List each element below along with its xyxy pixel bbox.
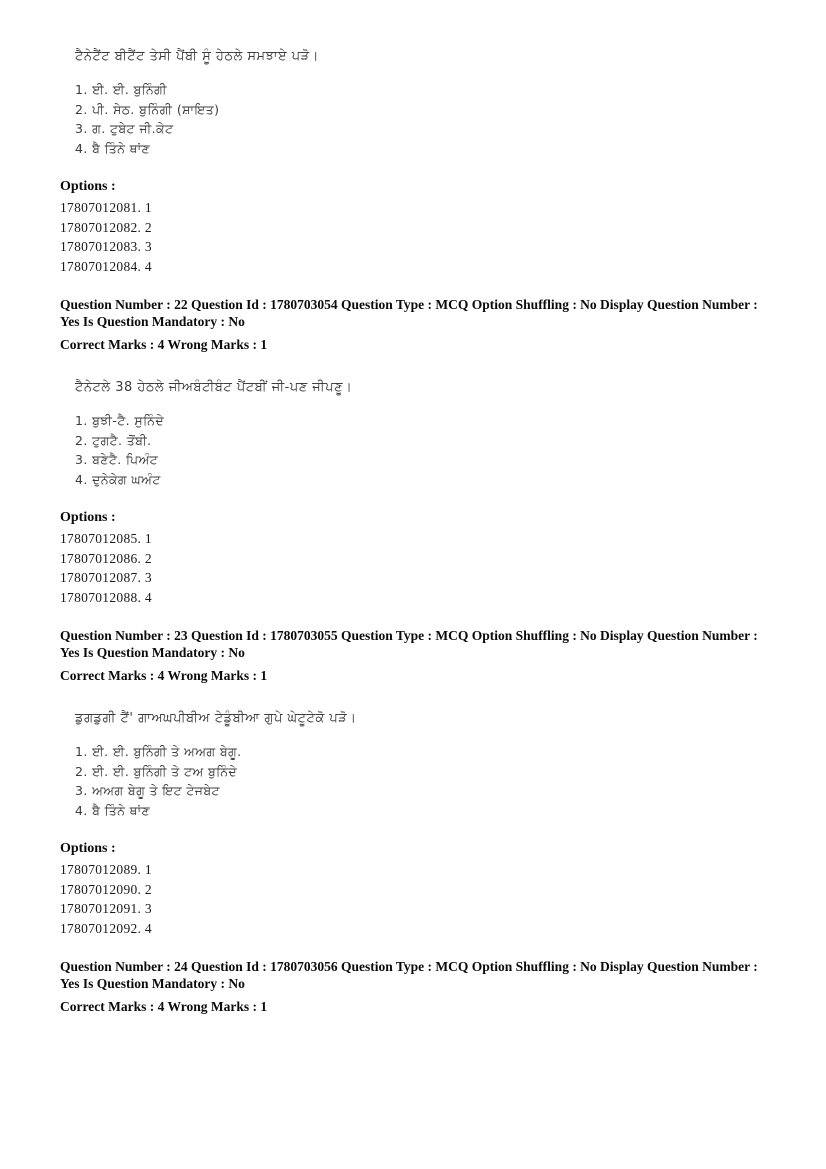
question-meta-header: Question Number : 23 Question Id : 1780703055 Question Type : MCQ Option Shuffling : No Display Question Number : Yes Is Question Mandatory : No — [60, 628, 758, 660]
question-block-3 — [60, 710, 768, 1015]
question-meta — [60, 297, 768, 353]
options-heading: Options : — [60, 841, 116, 856]
option-id-list — [60, 860, 768, 938]
option-id-row: 17807012081. 1 — [60, 200, 152, 215]
option-id-row: 17807012086. 2 — [60, 550, 152, 566]
options-heading: Options : — [60, 510, 116, 525]
choice-list — [75, 411, 768, 489]
choice-item: 4. ਬੈ ਤਿੰਨੇ ਥਾਂਣ — [75, 140, 151, 156]
question-meta-marks: Correct Marks : 4 Wrong Marks : 1 — [60, 337, 268, 352]
choice-item: 2. ਟੁਗਟੈ. ਤੋਂਬੀ. — [75, 432, 152, 448]
option-id-row: 17807012090. 2 — [60, 881, 152, 897]
option-id-row: 17807012083. 3 — [60, 239, 152, 254]
question-stem: ਡੁਗਡੁਗੀ ਟੈਂ' ਗਾਅਘਪੀਬੀਅ ਟੇਡੂੰਬੀਆ ਗੁਪੇ ਘੇਟੂਟੇਕੋ ਪੜੋ। — [75, 711, 357, 726]
choice-item: 1. ਈ. ਈ. ਬੁਨਿੰਗੀ — [75, 82, 167, 97]
options-heading: Options : — [60, 179, 116, 194]
choice-item: 3. ਅਅਗ ਬੇਗੂ ਤੇ ਇਟ ਟੇਜਬੇਟ — [75, 783, 220, 798]
choice-item: 4. ਦੁਨੇਕੇਗ ਘਅੰਟ — [75, 471, 161, 487]
question-stem: ਟੈਨੇਟਲੇ 38 ਹੇਠਲੇ ਜੀਅਬੰਟੀਬੰਟ ਪੈਂਟਬੀਂ ਜੀ-ਪਣ ਜੀਪਣੂ। — [75, 380, 353, 395]
question-meta-marks: Correct Marks : 4 Wrong Marks : 1 — [60, 999, 268, 1014]
option-id-list — [60, 198, 768, 276]
option-id-row: 17807012082. 2 — [60, 219, 152, 235]
question-meta — [60, 628, 768, 684]
choice-list — [75, 80, 768, 158]
choice-item: 2. ਪੀ. ਸੇਠ. ਬੁਨਿੰਗੀ (ਸ਼ਾਇਤ) — [75, 101, 220, 117]
choice-list — [75, 742, 768, 820]
option-id-row: 17807012087. 3 — [60, 570, 152, 585]
option-id-list — [60, 529, 768, 607]
option-id-row: 17807012091. 3 — [60, 901, 152, 916]
question-block-1 — [60, 48, 768, 353]
question-meta-marks: Correct Marks : 4 Wrong Marks : 1 — [60, 668, 268, 683]
option-id-row: 17807012084. 4 — [60, 258, 152, 274]
option-id-row: 17807012085. 1 — [60, 531, 152, 546]
choice-item: 3. ਬਣੇਟੈ. ਪਿਅੰਟ — [75, 452, 159, 467]
option-id-row: 17807012092. 4 — [60, 920, 152, 936]
option-id-row: 17807012089. 1 — [60, 862, 152, 877]
question-block-2 — [60, 379, 768, 684]
choice-item: 3. ਗ. ਟੁਬੇਟ ਜੀ.ਕੇਟ — [75, 121, 174, 136]
question-meta — [60, 959, 768, 1015]
option-id-row: 17807012088. 4 — [60, 589, 152, 605]
choice-item: 2. ਈ. ਈ. ਬੁਨਿੰਗੀ ਤੇ ਟਅ ਬੁਨਿੰਦੇ — [75, 763, 238, 779]
question-stem: ਟੈਨੇਟੈਂਟ ਬੀਟੈਂਟ ਤੇਸੀ ਪੈਂਬੀ ਸੂੰ ਹੇਠਲੇ ਸਮਝਾਏ ਪੜੋ। — [75, 49, 319, 64]
choice-item: 1. ਬੁਝੀ-ਟੈ. ਸੁਨਿੰਦੇ — [75, 413, 165, 428]
question-meta-header: Question Number : 24 Question Id : 1780703056 Question Type : MCQ Option Shuffling : No Display Question Number : Yes Is Question Mandatory : No — [60, 959, 758, 991]
question-meta-header: Question Number : 22 Question Id : 1780703054 Question Type : MCQ Option Shuffling : No Display Question Number : Yes Is Question Mandatory : No — [60, 297, 758, 329]
choice-item: 4. ਬੈ ਤਿੰਨੇ ਥਾਂਣ — [75, 802, 151, 818]
choice-item: 1. ਈ. ਈ. ਬੁਨਿੰਗੀ ਤੇ ਅਅਗ ਬੇਗੂ. — [75, 744, 242, 759]
